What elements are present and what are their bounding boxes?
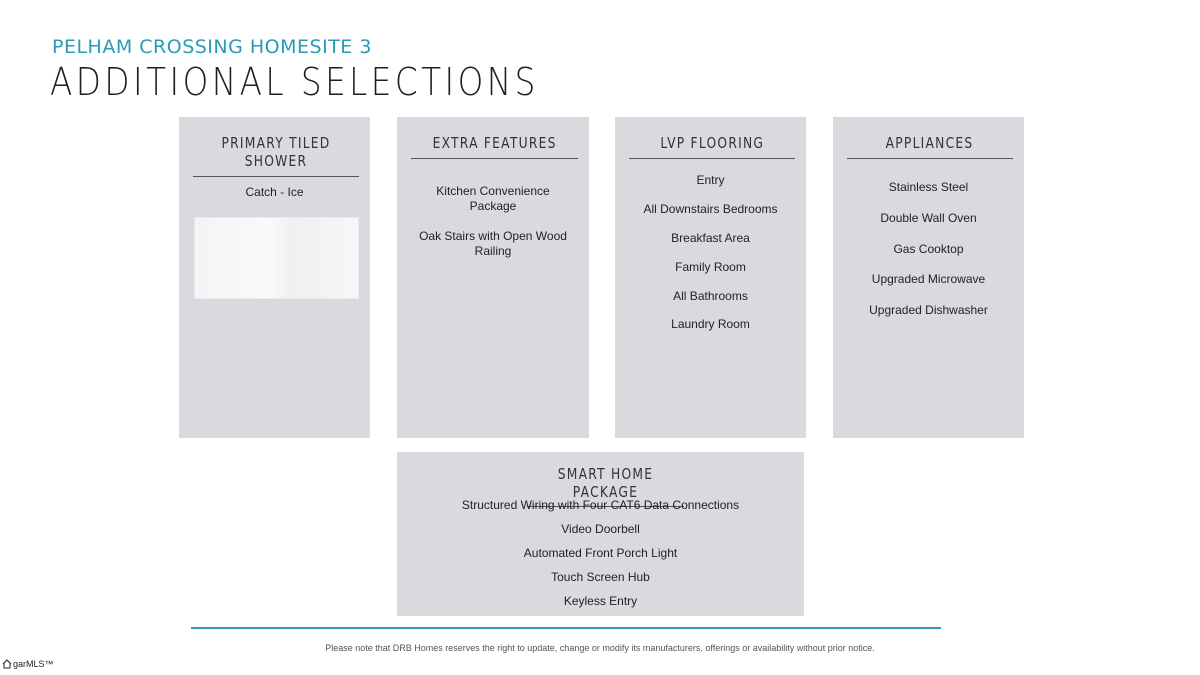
mls-logo-text: garMLS™ <box>13 659 54 669</box>
card-smart-home-package <box>397 452 804 616</box>
list-item: Double Wall Oven <box>880 211 977 225</box>
disclaimer-text: Please note that DRB Homes reserves the right to update, change or modify its manufacturers, offerings or availability without prior notice. <box>325 643 875 653</box>
list-item: Upgraded Microwave <box>871 272 986 286</box>
card-extra-features <box>397 117 589 438</box>
list-item: Video Doorbell <box>561 522 640 536</box>
house-icon <box>2 658 12 670</box>
tile-swatch-image <box>194 217 359 299</box>
card-heading: APPLIANCES <box>847 134 1013 159</box>
list-item: Breakfast Area <box>671 231 750 245</box>
list-item: Stainless Steel <box>888 180 969 194</box>
list-item: Family Room <box>675 260 746 274</box>
footer-divider <box>191 627 941 629</box>
list-item: Laundry Room <box>671 317 750 331</box>
list-item: All Downstairs Bedrooms <box>643 202 778 216</box>
card-heading: EXTRA FEATURES <box>411 134 578 159</box>
list-item: Kitchen Convenience Package <box>436 184 550 213</box>
list-item: Automated Front Porch Light <box>523 546 678 560</box>
card-lvp-flooring <box>615 117 806 438</box>
list-item: Structured Wiring with Four CAT6 Data Connections <box>461 498 740 512</box>
card-appliances <box>833 117 1024 438</box>
list-item: Keyless Entry <box>563 594 638 608</box>
list-item: Oak Stairs with Open Wood Railing <box>419 229 567 258</box>
page-subtitle: PELHAM CROSSING HOMESITE 3 <box>52 36 372 58</box>
mls-logo <box>2 658 54 670</box>
card-heading: PRIMARY TILED SHOWER <box>193 134 359 177</box>
list-item: Gas Cooktop <box>893 242 964 256</box>
list-item: Catch - Ice <box>245 185 304 199</box>
card-heading: LVP FLOORING <box>629 134 795 159</box>
list-item: Upgraded Dishwasher <box>869 303 988 317</box>
list-item: Entry <box>696 173 725 187</box>
card-heading: SMART HOME PACKAGE <box>527 465 684 507</box>
list-item: Touch Screen Hub <box>551 570 650 584</box>
card-primary-tiled-shower <box>179 117 370 438</box>
page-title: ADDITIONAL SELECTIONS <box>50 60 539 104</box>
list-item: All Bathrooms <box>673 289 748 303</box>
